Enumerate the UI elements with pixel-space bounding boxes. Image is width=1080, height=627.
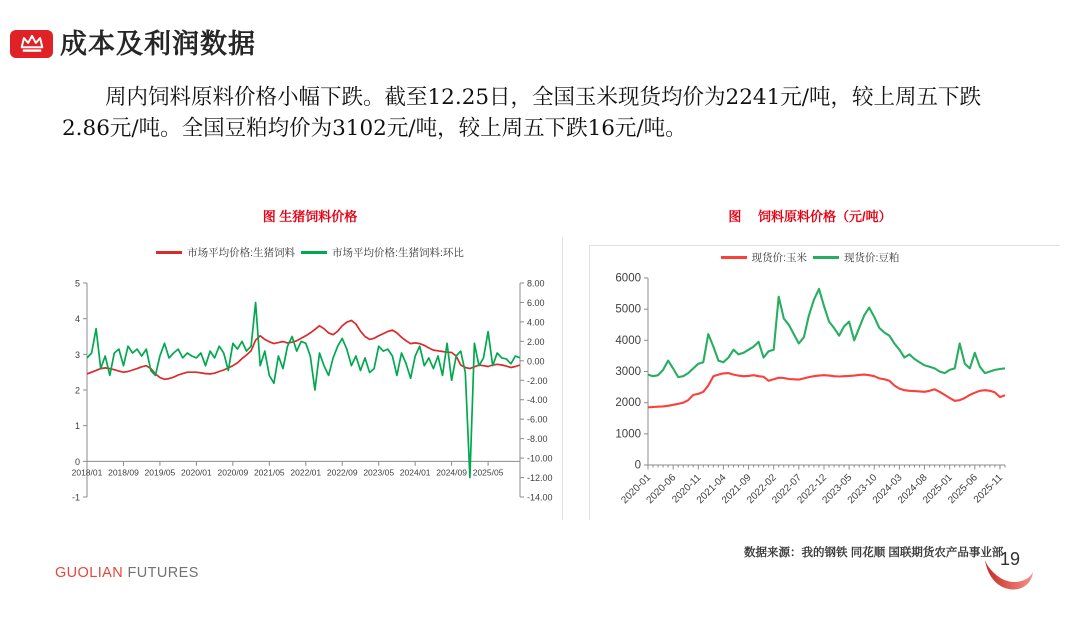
page-title: 成本及利润数据 [60,29,256,59]
guolian-futures-logo [55,565,199,581]
svg-text:2020/09: 2020/09 [217,467,249,478]
svg-text:-8.00: -8.00 [527,434,548,445]
svg-text:4000: 4000 [615,334,641,347]
svg-text:2025-01: 2025-01 [921,472,955,507]
svg-text:2022/01: 2022/01 [290,467,322,478]
svg-text:2024/01: 2024/01 [399,467,431,478]
left-chart-title: 图 生猪饲料价格 [262,209,358,224]
svg-text:2025-11: 2025-11 [971,472,1006,506]
svg-text:-12.00: -12.00 [527,473,553,484]
svg-text:2024-03: 2024-03 [870,472,905,507]
cell-divider-horizontal [589,245,1060,246]
svg-text:2025-06: 2025-06 [946,472,980,507]
logo-futures: FUTURES [127,565,199,581]
svg-text:2019/05: 2019/05 [144,467,176,478]
logo-guolian: GUOLIAN [55,565,124,581]
legend-item-feed-price [156,245,295,260]
svg-text:8.00: 8.00 [527,278,545,289]
svg-text:-14.00: -14.00 [527,492,553,503]
svg-text:2022-07: 2022-07 [770,472,804,507]
svg-text:2025/05: 2025/05 [472,467,504,478]
red-swoosh-icon [982,556,1036,603]
svg-text:2022/09: 2022/09 [326,467,358,478]
svg-text:-10.00: -10.00 [527,453,553,464]
svg-text:1: 1 [74,421,80,432]
red-line-swatch-icon [156,251,182,254]
svg-text:5000: 5000 [615,303,641,316]
legend-label: 现货价:玉米 [751,252,807,264]
svg-text:2: 2 [74,385,80,396]
svg-text:2020-01: 2020-01 [619,472,654,507]
svg-text:-2.00: -2.00 [527,375,548,386]
svg-text:2020-11: 2020-11 [670,472,704,506]
svg-text:2020/01: 2020/01 [181,467,212,478]
svg-text:2021-04: 2021-04 [694,472,729,507]
svg-text:-6.00: -6.00 [527,414,548,425]
svg-text:2023-10: 2023-10 [845,472,880,507]
svg-text:0: 0 [74,456,80,467]
svg-text:6000: 6000 [615,272,641,285]
svg-text:-4.00: -4.00 [527,395,548,406]
right-chart-title: 图 饲料原料价格（元/吨） [728,209,892,224]
svg-text:3: 3 [74,349,80,360]
red-line-swatch-icon [721,256,747,259]
svg-text:2.00: 2.00 [527,336,545,347]
svg-text:2024/09: 2024/09 [436,467,467,478]
svg-text:6.00: 6.00 [527,297,545,308]
legend-label: 现货价:豆粕 [844,252,900,264]
crown-badge [10,30,53,58]
crown-icon [19,34,45,54]
svg-text:2022-02: 2022-02 [745,472,779,507]
svg-text:1000: 1000 [615,428,641,441]
summary-paragraph: 周内饲料原料价格小幅下跌。截至12.25日，全国玉米现货均价为2241元/吨，较上周五下跌2.86元/吨。全国豆粕均价为3102元/吨，较上周五下跌16元/吨。 [62,85,982,141]
svg-text:4.00: 4.00 [527,317,545,328]
svg-text:4: 4 [74,314,80,325]
svg-text:3000: 3000 [615,366,641,378]
svg-text:5: 5 [74,278,80,289]
svg-text:2018/09: 2018/09 [108,467,139,478]
svg-text:2024-08: 2024-08 [895,472,930,507]
legend-label: 市场平均价格:生猪饲料:环比 [332,247,464,259]
svg-text:2021/05: 2021/05 [253,467,285,478]
svg-text:2023-05: 2023-05 [820,472,855,507]
svg-text:2021-09: 2021-09 [719,472,754,507]
data-source: 数据来源：我的钢铁 同花顺 国联期货农产品事业部 [744,547,1004,559]
svg-text:-1: -1 [71,492,80,503]
legend-item-feed-price-mom [301,245,464,260]
svg-text:2022-12: 2022-12 [795,472,830,507]
svg-text:2018/01: 2018/01 [71,467,103,478]
left-chart-legend [60,245,560,260]
green-line-swatch-icon [301,251,327,254]
green-line-swatch-icon [813,256,839,259]
svg-text:2020-06: 2020-06 [644,472,679,507]
svg-text:2023/05: 2023/05 [363,467,395,478]
svg-text:0: 0 [634,459,641,472]
page-number: 19 [1000,549,1021,569]
svg-text:0.00: 0.00 [527,356,545,367]
legend-label: 市场平均价格:生猪饲料 [187,247,296,259]
svg-text:2000: 2000 [615,397,641,410]
feed-raw-material-chart [585,262,1045,522]
pig-feed-price-chart [60,270,565,510]
